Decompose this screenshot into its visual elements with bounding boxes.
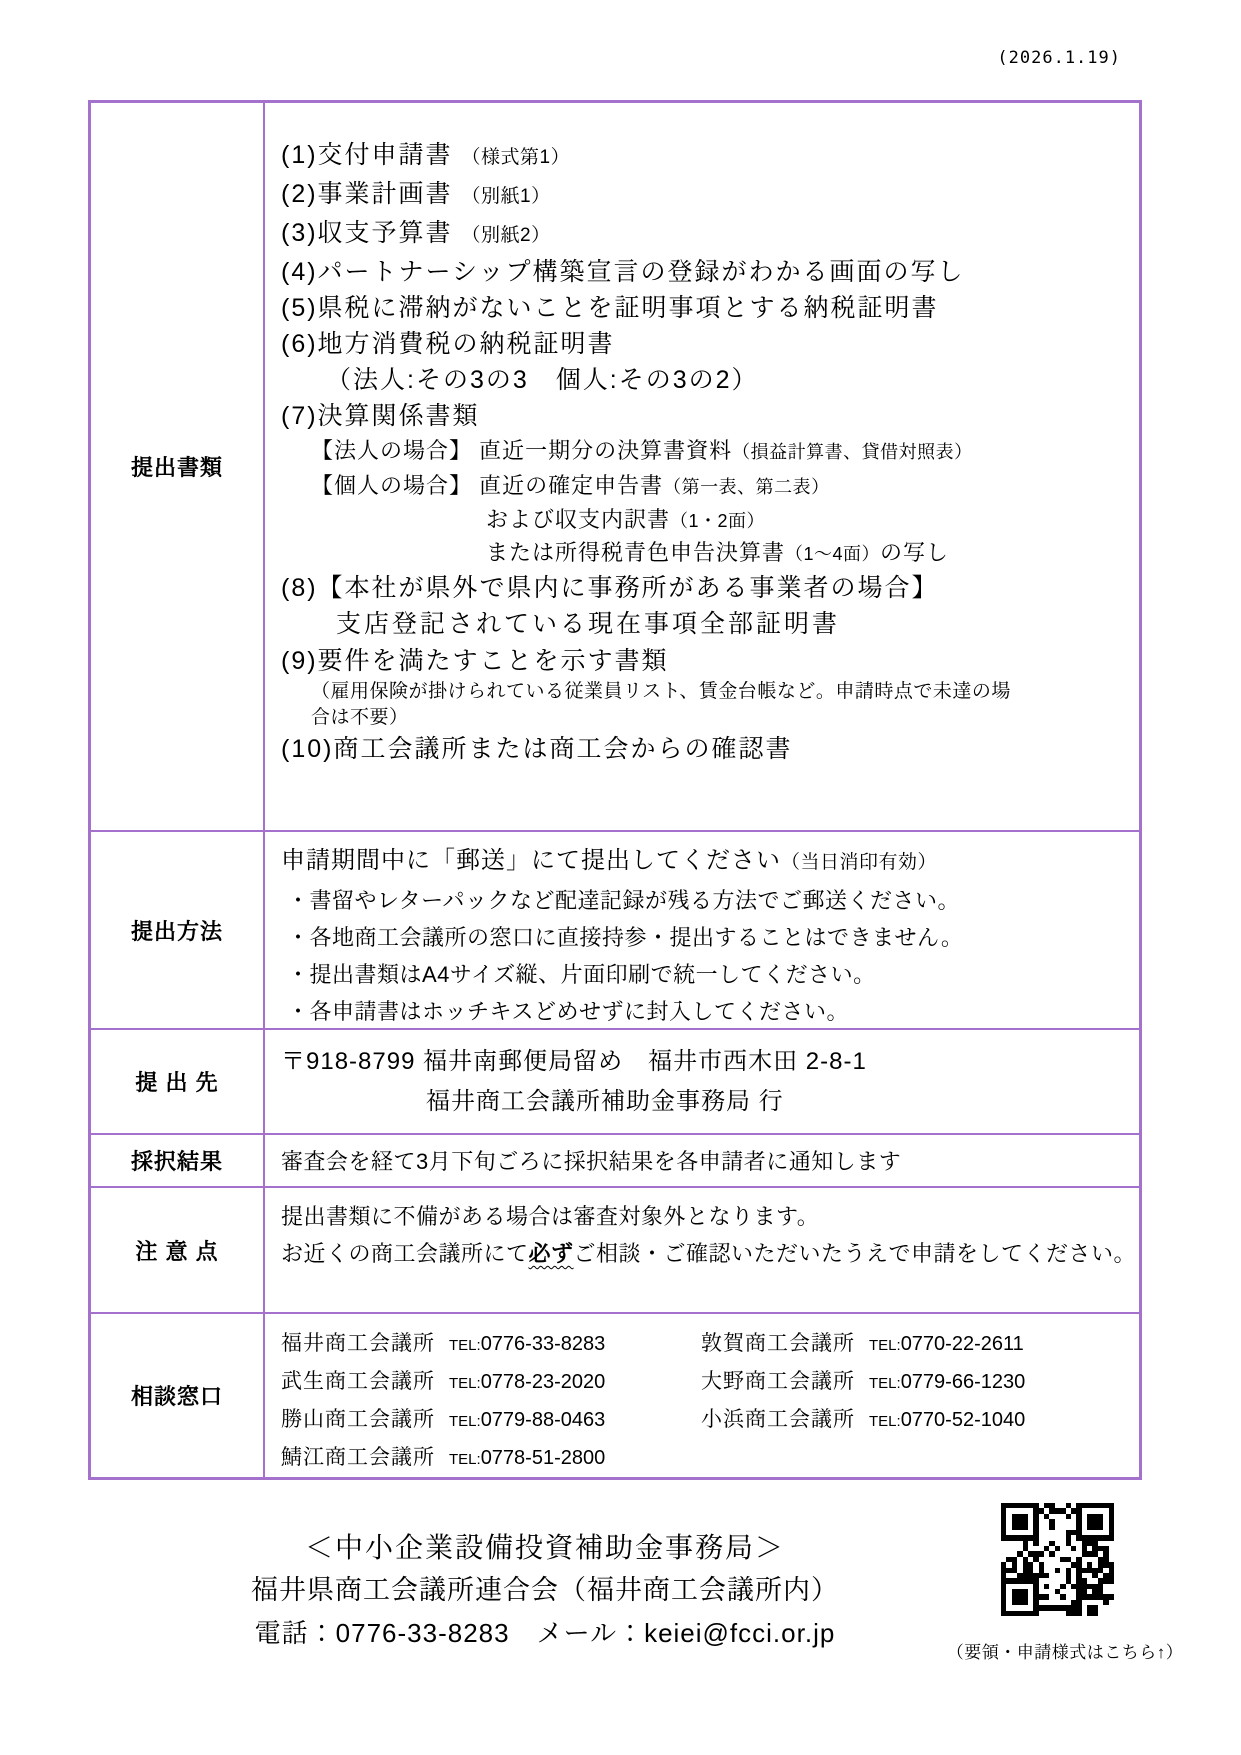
row-label-result: 採択結果	[91, 1135, 265, 1186]
result-content	[265, 1135, 1139, 1186]
contacts-column-left	[281, 1326, 701, 1477]
documents-content	[265, 103, 1139, 830]
doc-item: (6)地方消費税の納税証明書	[281, 330, 615, 358]
footer-office-org: 福井県商工会議所連合会（福井商工会議所内）	[251, 1575, 839, 1605]
result-text: 審査会を経て3月下旬ごろに採択結果を各申請者に通知します	[281, 1149, 902, 1174]
contacts-content	[265, 1314, 1139, 1477]
caution-line: 提出書類に不備がある場合は審査対象外となります。	[281, 1204, 820, 1229]
footer-office-contact: 電話：0776-33-8283 メール：keiei@fcci.or.jp	[254, 1618, 836, 1648]
contact-entry: 福井商工会議所 TEL:0776-33-8283	[281, 1332, 606, 1355]
address-content	[265, 1030, 1139, 1133]
footer-office-block	[60, 1526, 1030, 1655]
contact-entry: 勝山商工会議所 TEL:0779-88-0463	[281, 1408, 606, 1431]
footer-office-title: ＜中小企業設備投資補助金事務局＞	[304, 1532, 785, 1563]
row-caution	[91, 1186, 1139, 1312]
row-label-address: 提 出 先	[91, 1030, 265, 1133]
contact-entry: 小浜商工会議所 TEL:0770-52-1040	[701, 1408, 1026, 1431]
method-bullet: ・各地商工会議所の窓口に直接持参・提出することはできません。	[287, 925, 964, 950]
doc-item: (2)事業計画書 （別紙1）	[281, 180, 551, 208]
doc-item: (1)交付申請書 （様式第1）	[281, 141, 571, 169]
doc-item: (5)県税に滞納がないことを証明事項とする納税証明書	[281, 294, 939, 322]
doc-subitem: 支店登記されている現在事項全部証明書	[336, 610, 841, 638]
doc-subitem: または所得税青色申告決算書（1～4面）の写し	[486, 540, 950, 565]
row-address	[91, 1028, 1139, 1133]
doc-item: (7)決算関係書類	[281, 402, 480, 430]
contacts-column-right	[701, 1326, 1025, 1477]
info-table	[88, 100, 1142, 1480]
contact-entry: 鯖江商工会議所 TEL:0778-51-2800	[281, 1446, 606, 1469]
date-stamp: (2026.1.19)	[997, 48, 1121, 68]
caution-content	[265, 1188, 1139, 1312]
row-label-documents: 提出書類	[91, 103, 265, 830]
row-result	[91, 1133, 1139, 1186]
qr-code	[1001, 1503, 1114, 1616]
doc-item: (9)要件を満たすことを示す書類	[281, 647, 669, 675]
row-contacts	[91, 1312, 1139, 1477]
doc-subitem: および収支内訳書（1・2面）	[486, 507, 766, 532]
method-content	[265, 832, 1139, 1028]
method-headline: 申請期間中に「郵送」にて提出してください（当日消印有効）	[281, 847, 938, 874]
row-method	[91, 830, 1139, 1028]
method-bullet: ・各申請書はホッチキスどめせずに封入してください。	[287, 999, 850, 1024]
doc-fine-note: （雇用保険が掛けられている従業員リスト、賃金台帳など。申請時点で未達の場合は不要）	[311, 681, 1011, 728]
doc-subitem: （法人:その3の3 個人:その3の2）	[326, 366, 759, 394]
doc-item: (3)収支予算書 （別紙2）	[281, 219, 551, 247]
address-line: 福井商工会議所補助金事務局 行	[426, 1088, 784, 1115]
doc-item: (10)商工会議所または商工会からの確認書	[281, 735, 793, 763]
doc-subitem: 【個人の場合】 直近の確定申告書（第一表、第二表）	[311, 473, 830, 498]
caution-line: お近くの商工会議所にて必ずご相談・ご確認いただいたうえで申請をしてください。	[281, 1241, 1137, 1266]
doc-item: (8)【本社が県外で県内に事務所がある事業者の場合】	[281, 574, 939, 602]
contact-entry: 大野商工会議所 TEL:0779-66-1230	[701, 1370, 1026, 1393]
contact-entry: 敦賀商工会議所 TEL:0770-22-2611	[701, 1332, 1024, 1355]
row-label-method: 提出方法	[91, 832, 265, 1028]
row-label-contacts: 相談窓口	[91, 1314, 265, 1477]
doc-subitem: 【法人の場合】 直近一期分の決算書資料（損益計算書、貸借対照表）	[311, 438, 973, 463]
contact-entry: 武生商工会議所 TEL:0778-23-2020	[281, 1370, 606, 1393]
doc-item: (4)パートナーシップ構築宣言の登録がわかる画面の写し	[281, 258, 965, 286]
emphasis-text: 必ず	[528, 1241, 574, 1266]
row-label-caution: 注 意 点	[91, 1188, 265, 1312]
row-documents	[91, 103, 1139, 830]
qr-caption: （要領・申請様式はこちら↑）	[946, 1643, 1184, 1662]
address-line: 〒918-8799 福井南郵便局留め 福井市西木田 2-8-1	[281, 1048, 867, 1075]
method-bullet: ・提出書類はA4サイズ縦、片面印刷で統一してください。	[287, 962, 876, 987]
method-bullet: ・書留やレターパックなど配達記録が残る方法でご郵送ください。	[287, 888, 961, 913]
